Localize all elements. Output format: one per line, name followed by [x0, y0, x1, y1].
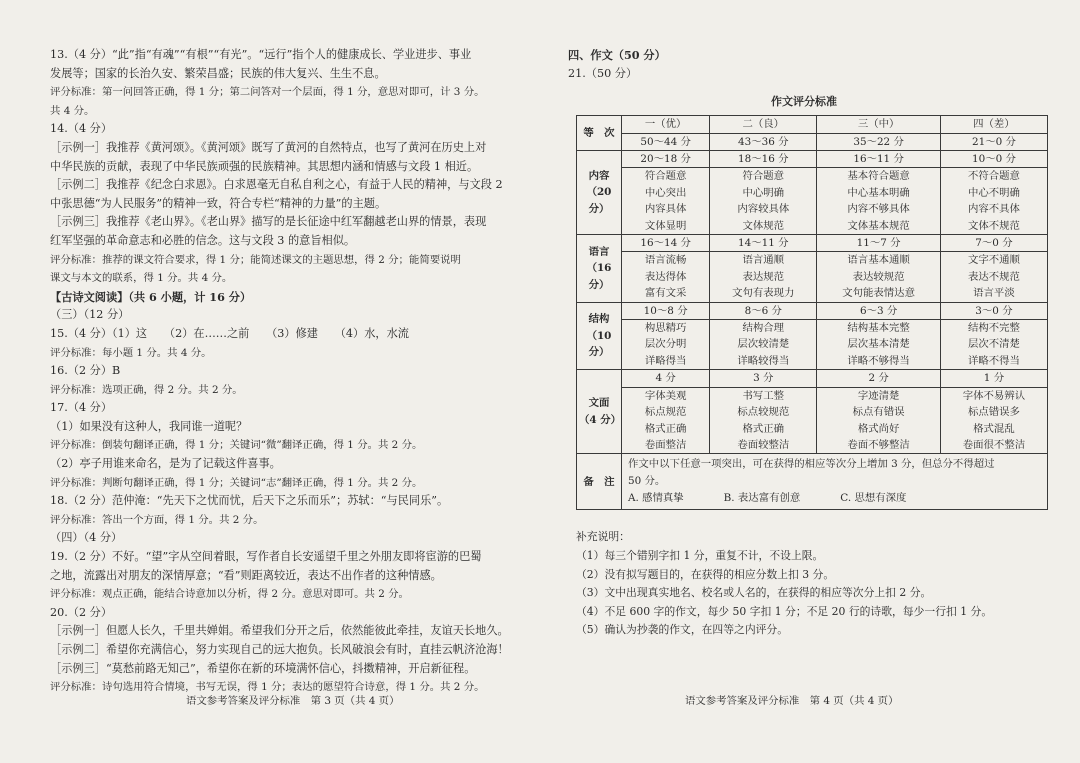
answer-line: 中华民族的贡献，表现了中华民族顽强的民族精神。其思想内涵和情感与文段 1 相近。: [50, 159, 479, 173]
descriptor: 标点错误多: [967, 406, 1020, 419]
scoring-criteria-line: 评分标准：观点正确，能结合诗意加以分析，得 2 分。意思对即可。共 2 分。: [50, 588, 409, 601]
answer-line: ［示例二］希望你充满信心，努力实现自己的远大抱负。长风破浪会有时，直挂云帆济沧海！: [50, 643, 509, 656]
answer-line: ［示例一］我推荐《黄河颂》。《黄河颂》既写了黄河的自然特点，也写了黄河在历史上对: [50, 140, 487, 154]
criterion-points: （10 分）: [586, 329, 612, 359]
grade-header-row: [577, 116, 1048, 133]
answer-line: 发展等；国家的长治久安、繁荣昌盛；民族的伟大复兴、生生不息。: [50, 66, 386, 80]
descriptor-cell: [940, 252, 1047, 302]
descriptor: 结构不完整: [967, 322, 1020, 335]
page-footer-3: 语文参考答案及评分标准 第 3 页（共 4 页）: [186, 695, 400, 707]
answer-line: 16.（2 分）B: [50, 364, 121, 378]
descriptor: 中心不明确: [967, 186, 1020, 199]
grade-name: 三（中）: [817, 116, 941, 133]
descriptor: 卷面不够整洁: [847, 438, 910, 451]
note-label: 备 注: [577, 454, 622, 510]
score-range: 10～8 分: [622, 302, 710, 319]
descriptor-cell: [710, 387, 817, 454]
descriptor: 结构合理: [742, 322, 785, 335]
answer-line: （四）（4 分）: [50, 531, 123, 545]
grade-name: 四（差）: [940, 116, 1047, 133]
descriptor: 格式尚好: [857, 422, 900, 435]
page-footer-4: 语文参考答案及评分标准 第 4 页（共 4 页）: [685, 695, 899, 707]
descriptor: 语言基本通顺: [847, 254, 910, 267]
answer-line: 13.（4 分）“此”指“有魂”“有根”“有光”。“远行”指个人的健康成长、学业进步、事业: [50, 48, 472, 61]
descriptor: 详略不够得当: [847, 354, 910, 367]
note-content: [622, 454, 1048, 510]
descriptor: 字体美观: [644, 389, 687, 402]
scoring-criteria-line: 评分标准：选项正确，得 2 分。共 2 分。: [50, 383, 243, 396]
grade-range: 50～44 分: [622, 133, 710, 150]
descriptor: 表达较规范: [852, 270, 905, 283]
score-range: 11～7 分: [817, 235, 941, 252]
criterion-name: 内容: [588, 169, 610, 182]
descriptor-cell: [940, 387, 1047, 454]
note-option: A. 感情真挚: [628, 492, 684, 505]
scoring-criteria-line: 课文与本文的联系，得 1 分。共 4 分。: [50, 272, 233, 285]
descriptor: 语言平淡: [973, 287, 1015, 300]
descriptor: 语言流畅: [644, 254, 687, 267]
scoring-criteria-line: 评分标准：每小题 1 分。共 4 分。: [50, 346, 212, 359]
descriptor: 标点较规范: [737, 406, 790, 419]
descriptor: 内容较具体: [737, 203, 790, 216]
answer-line: ［示例三］“莫愁前路无知己”，希望你在新的环境满怀信心，抖擞精神，开启新征程。: [50, 661, 476, 675]
score-range-row: [577, 370, 1048, 387]
table-title: 作文评分标准: [771, 95, 837, 109]
score-range: 16～11 分: [817, 151, 941, 168]
answer-text-block: [50, 46, 509, 697]
criterion-name: 语言: [588, 245, 610, 258]
descriptor: 层次分明: [644, 338, 687, 351]
score-range: 20～18 分: [622, 151, 710, 168]
answer-line: 中张思德“为人民服务”的精神一致，符合专栏“精神的力量”的主题。: [50, 196, 387, 210]
supp-item: （2）没有拟写题目的，在获得的相应分数上扣 3 分。: [576, 567, 835, 581]
criterion-name: 结构: [588, 313, 610, 326]
grade-label: 等 次: [577, 116, 622, 151]
grade-range: 21～0 分: [940, 133, 1047, 150]
score-range-row: [577, 302, 1048, 319]
criterion-points: （20 分）: [586, 186, 612, 215]
criterion-label: [577, 302, 622, 370]
scoring-criteria-line: 评分标准：答出一个方面，得 1 分。共 2 分。: [50, 513, 264, 526]
scoring-criteria-line: 评分标准：判断句翻译正确，得 1 分；关键词“志”翻译正确，得 1 分。共 2 分。: [50, 476, 423, 489]
criterion-label: [577, 151, 622, 235]
descriptor-cell: [710, 168, 817, 235]
score-range: 18～16 分: [710, 151, 817, 168]
supp-item: （5）确认为抄袭的作文，在四等之内评分。: [576, 623, 789, 637]
descriptor-cell: [622, 387, 710, 454]
question-21: 21.（50 分）: [568, 66, 638, 80]
grade-name: 二（良）: [710, 116, 817, 133]
descriptor-cell: [622, 320, 710, 370]
answer-line: 18.（2 分）范仲淹：“先天下之忧而忧，后天下之乐而乐”；苏轼：“与民同乐”。: [50, 494, 449, 508]
score-range-row: [577, 151, 1048, 168]
descriptor: 结构基本完整: [847, 322, 910, 335]
descriptor: 文字不通顺: [967, 254, 1020, 267]
grade-range: 43～36 分: [710, 133, 817, 150]
descriptor-cell: [817, 168, 941, 235]
descriptor: 格式正确: [742, 422, 785, 435]
descriptor: 卷面较整洁: [737, 438, 790, 451]
descriptor: 文体规范: [742, 219, 785, 232]
supp-item: （3）文中出现真实地名、校名或人名的，在获得的相应等次分上扣 2 分。: [576, 586, 932, 600]
descriptor: 内容不够具体: [847, 203, 910, 216]
descriptor: 层次基本清楚: [847, 338, 910, 351]
descriptor-cell: [817, 387, 941, 454]
descriptor: 文体不规范: [967, 219, 1020, 232]
descriptor: 富有文采: [644, 287, 687, 300]
descriptor: 详略不得当: [967, 354, 1020, 367]
answer-line: 17.（4 分）: [50, 401, 113, 415]
note-row: [577, 454, 1048, 510]
note-line-1: 作文中以下任意一项突出，可在获得的相应等次分上增加 3 分，但总分不得超过: [628, 458, 995, 471]
descriptor: 基本符合题意: [847, 170, 910, 183]
descriptor: 字迹清楚: [857, 389, 900, 402]
answer-line: ［示例三］我推荐《老山界》。《老山界》描写的是长征途中红军翻越老山界的情景，表现: [50, 215, 487, 229]
descriptor-cell: [940, 320, 1047, 370]
descriptor: 文句能表情达意: [842, 287, 915, 300]
descriptor-row: [577, 168, 1048, 235]
descriptor: 层次不清楚: [967, 338, 1020, 351]
descriptor: 内容具体: [644, 203, 687, 216]
score-range: 8～6 分: [710, 302, 817, 319]
descriptor: 标点有错误: [852, 406, 905, 419]
descriptor: 文句有表现力: [732, 287, 795, 300]
answer-line: 15.（4 分）（1）这 （2）在……之前 （3）修建 （4）水，水流: [50, 326, 409, 340]
descriptor-row: [577, 320, 1048, 370]
scoring-criteria-line: 评分标准：倒装句翻译正确，得 1 分；关键词“微”翻译正确，得 1 分。共 2 分。: [50, 439, 423, 452]
descriptor: 中心突出: [644, 186, 687, 199]
score-range: 10～0 分: [940, 151, 1047, 168]
descriptor: 符合题意: [644, 170, 687, 183]
answer-line: ［示例二］我推荐《纪念白求恩》。白求恩毫无自私自利之心，有益于人民的精神，与文段 2: [50, 178, 503, 192]
score-range-row: [577, 235, 1048, 252]
descriptor: 详略较得当: [737, 354, 790, 367]
score-range: 3～0 分: [940, 302, 1047, 319]
descriptor: 层次较清楚: [737, 338, 790, 351]
descriptor: 标点规范: [644, 406, 687, 419]
section-heading: 四、作文（50 分）: [568, 48, 666, 62]
answer-line: 之地，流露出对朋友的深情厚意；“看”则距离较近，表达不出作者的这种情感。: [50, 568, 442, 582]
criterion-label: [577, 235, 622, 303]
answer-line: 14.（4 分）: [50, 122, 113, 136]
descriptor: 详略得当: [644, 354, 687, 367]
descriptor: 符合题意: [742, 170, 785, 183]
descriptor-cell: [710, 320, 817, 370]
descriptor: 卷面整洁: [644, 438, 687, 451]
grade-range-row: [577, 133, 1048, 150]
score-range: 16～14 分: [622, 235, 710, 252]
score-range: 1 分: [940, 370, 1047, 387]
descriptor-cell: [622, 168, 710, 235]
supp-item: （4）不足 600 字的作文，每少 50 字扣 1 分；不足 20 行的诗歌，每少一行扣 1 分。: [576, 604, 993, 618]
descriptor-cell: [940, 168, 1047, 235]
answer-line: 【古诗文阅读】（共 6 小题，计 16 分）: [50, 289, 252, 304]
criterion-name: 文面: [588, 397, 610, 410]
score-range: 14～11 分: [710, 235, 817, 252]
descriptor-cell: [817, 252, 941, 302]
answer-page-4: [540, 0, 1080, 763]
descriptor: 表达不规范: [967, 270, 1020, 283]
supp-title: 补充说明：: [576, 530, 630, 544]
answer-line: （三）（12 分）: [50, 308, 130, 322]
descriptor: 语言通顺: [742, 254, 785, 267]
scoring-criteria-line: 评分标准：诗句选用符合情境，书写无误，得 1 分；表达的愿望符合诗意，得 1 分。共 2 分。: [50, 681, 485, 694]
descriptor: 文体显明: [644, 219, 687, 232]
essay-scoring-table: [576, 115, 1048, 510]
descriptor: 内容不具体: [967, 203, 1020, 216]
score-range: 4 分: [622, 370, 710, 387]
score-range: 3 分: [710, 370, 817, 387]
answer-line: 红军坚强的革命意志和必胜的信念。这与文段 3 的意旨相似。: [50, 233, 356, 247]
grade-name: 一（优）: [622, 116, 710, 133]
grade-range: 35～22 分: [817, 133, 941, 150]
descriptor: 格式正确: [644, 422, 687, 435]
descriptor: 文体基本规范: [847, 219, 910, 232]
descriptor: 卷面很不整洁: [962, 438, 1026, 451]
descriptor-row: [577, 387, 1048, 454]
descriptor: 不符合题意: [967, 170, 1020, 183]
answer-line: （2）亭子用谁来命名，是为了记载这件喜事。: [50, 457, 281, 471]
score-range: 2 分: [817, 370, 941, 387]
note-line-2: 50 分。: [628, 475, 666, 488]
note-option: C. 思想有深度: [840, 492, 907, 505]
answer-line: 19.（2 分）不好。“望”字从空间着眼，写作者自长安遥望千里之外朋友即将宦游的巴蜀: [50, 550, 482, 564]
descriptor-row: [577, 252, 1048, 302]
descriptor: 字体不易辨认: [962, 389, 1026, 402]
supp-item: （1）每三个错别字扣 1 分，重复不计，不设上限。: [576, 548, 824, 562]
score-range: 7～0 分: [940, 235, 1047, 252]
criterion-points: （16 分）: [586, 262, 612, 291]
answer-line: （1）如果没有这种人，我同谁一道呢？: [50, 419, 248, 433]
note-options: [628, 490, 1041, 507]
criterion-points: （4 分）: [579, 413, 622, 426]
descriptor-cell: [710, 252, 817, 302]
scoring-criteria-line: 共 4 分。: [50, 104, 95, 117]
scoring-criteria-line: 评分标准：第一问回答正确，得 1 分；第二问答对一个层面，得 1 分，意思对即可，计 3 分。: [50, 86, 485, 99]
note-option: B. 表达富有创意: [723, 492, 801, 505]
criterion-label: [577, 370, 622, 454]
supplementary-notes: [568, 528, 1040, 640]
descriptor-cell: [817, 320, 941, 370]
scoring-criteria-line: 评分标准：推荐的课文符合要求，得 1 分；能简述课文的主题思想，得 2 分；能简要说明: [50, 253, 461, 266]
descriptor: 中心基本明确: [847, 186, 910, 199]
answer-line: ［示例一］但愿人长久，千里共婵娟。希望我们分开之后，依然能彼此牵挂，友谊天长地久。: [50, 624, 509, 638]
descriptor: 格式混乱: [973, 422, 1015, 435]
descriptor: 表达得体: [644, 270, 687, 283]
descriptor: 中心明确: [742, 186, 785, 199]
descriptor: 表达规范: [742, 270, 785, 283]
descriptor-cell: [622, 252, 710, 302]
descriptor: 构思精巧: [644, 322, 687, 335]
descriptor: 书写工整: [742, 389, 785, 402]
answer-line: 20.（2 分）: [50, 605, 113, 619]
score-range: 6～3 分: [817, 302, 941, 319]
